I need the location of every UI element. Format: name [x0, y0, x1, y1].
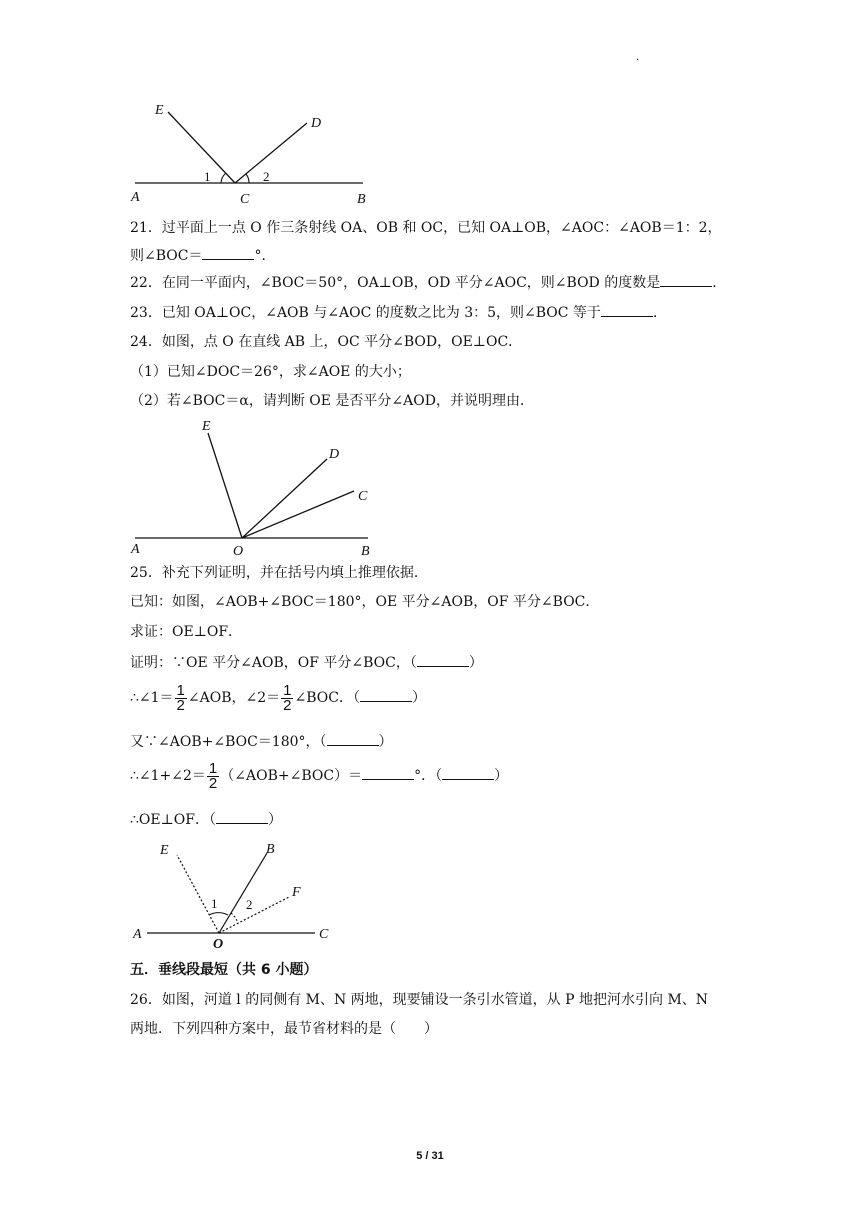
q25-conclusion-text: ∴OE⊥OF．（ [130, 812, 216, 828]
q25-step1-close: ） [468, 655, 483, 671]
q26-line2: 两地．下列四种方案中，最节省材料的是（ ） [130, 1021, 438, 1037]
fraction-numerator: 1 [176, 681, 185, 699]
ray-od [242, 459, 327, 538]
q25-degree-blank[interactable] [362, 765, 414, 780]
q25-reason4-blank[interactable] [442, 765, 494, 780]
q25-step2-c: ∠BOC．（ [294, 690, 360, 706]
label-c: C [358, 489, 368, 504]
page-number: 5 / 31 [416, 1150, 444, 1162]
q25-step3-text: 又∵∠AOB+∠BOC＝180°，（ [130, 734, 327, 750]
q25-reason5-blank[interactable] [216, 809, 268, 824]
label-a: A [131, 190, 140, 205]
ray-oe [177, 855, 219, 933]
header-mark: . [636, 52, 640, 63]
q25-step2-close: ） [411, 690, 426, 706]
label-b: B [266, 842, 275, 857]
fraction-denominator: 2 [283, 696, 292, 714]
ray-ce [168, 112, 235, 183]
ray-oc [242, 491, 354, 538]
label-b: B [361, 544, 370, 559]
q25-step4-close: ） [494, 768, 509, 784]
q25-step4-c: °．（ [414, 768, 443, 784]
label-a: A [133, 927, 142, 942]
q25-step4-b: （∠AOB+∠BOC）＝ [220, 768, 363, 784]
q25-conclusion [130, 809, 282, 830]
figure-angles-c [125, 95, 385, 210]
q23-line [130, 302, 667, 323]
figure-q24 [125, 415, 385, 560]
angle-2-arc [246, 174, 249, 183]
q25-step3-close: ） [378, 734, 393, 750]
label-b: B [357, 192, 366, 207]
q21-line2 [130, 245, 275, 266]
angle-1-arc [209, 913, 228, 915]
q21-answer-blank[interactable] [202, 245, 254, 260]
q25-step2-a: ∴∠1＝ [130, 690, 174, 706]
fraction-numerator: 1 [283, 681, 292, 699]
label-e: E [155, 103, 164, 118]
fraction-half [207, 759, 219, 792]
q25-proof-step2 [130, 680, 426, 716]
q22-text: 22．在同一平面内，∠BOC＝50°，OA⊥OB，OD 平分∠AOC，则∠BOD 的度数是 [130, 275, 661, 291]
q25-proof-step1 [130, 652, 483, 673]
q23-end: ． [652, 305, 667, 321]
q21-line1: 21．过平面上一点 O 作三条射线 OA、OB 和 OC，已知 OA⊥OB，∠AOC：∠AOB＝1：2， [130, 220, 722, 236]
label-angle-1: 1 [204, 169, 211, 184]
q25-step4-a: ∴∠1+∠2＝ [130, 768, 206, 784]
label-c: C [240, 192, 250, 207]
fraction-half [281, 681, 293, 714]
label-angle-1: 1 [211, 896, 218, 911]
ray-ob [219, 853, 267, 933]
angle-1-arc [221, 173, 226, 183]
q25-proof-step4 [130, 758, 508, 794]
label-angle-2: 2 [246, 897, 253, 912]
label-o: O [213, 937, 224, 952]
ray-oe [208, 433, 242, 538]
label-d: D [311, 116, 322, 131]
label-o: O [233, 544, 244, 559]
label-angle-2: 2 [263, 169, 270, 184]
label-a: A [131, 542, 140, 557]
q21-suffix: °． [254, 248, 276, 264]
q22-line [130, 272, 726, 293]
q25-prove: 求证：OE⊥OF． [130, 624, 243, 640]
q21-prefix: 则∠BOC＝ [130, 248, 203, 264]
section-heading: 五．垂线段最短（共 6 小题） [130, 962, 318, 978]
label-f: F [292, 885, 301, 900]
angle-2-arc [231, 913, 238, 923]
q24-line1: 24．如图，点 O 在直线 AB 上，OC 平分∠BOD，OE⊥OC． [130, 334, 523, 350]
ray-cd [235, 123, 307, 183]
q25-reason2-blank[interactable] [360, 687, 412, 702]
q25-conclusion-close: ） [267, 812, 282, 828]
fraction-numerator: 1 [208, 759, 218, 777]
label-e: E [160, 843, 169, 858]
q22-end: ． [712, 275, 727, 291]
label-e: E [202, 419, 211, 434]
label-d: D [329, 447, 340, 462]
fraction-half [175, 681, 187, 714]
q23-answer-blank[interactable] [601, 302, 653, 317]
q24-part1: （1）已知∠DOC＝26°，求∠AOE 的大小； [130, 364, 411, 380]
q22-answer-blank[interactable] [660, 272, 712, 287]
q25-reason3-blank[interactable] [327, 731, 379, 746]
label-c: C [319, 927, 329, 942]
q25-step2-b: ∠AOB，∠2＝ [187, 690, 281, 706]
q25-proof-step3 [130, 731, 393, 752]
q23-text: 23．已知 OA⊥OC，∠AOB 与∠AOC 的度数之比为 3：5，则∠BOC 等于 [130, 305, 601, 321]
figure-q25 [125, 835, 345, 955]
fraction-denominator: 2 [176, 696, 185, 714]
q25-line1: 25．补充下列证明，并在括号内填上推理依据． [130, 565, 428, 581]
q26-line1: 26．如图，河道 l 的同侧有 M、N 两地，现要铺设一条引水管道，从 P 地把河水引向 M、N [130, 992, 709, 1008]
fraction-denominator: 2 [208, 774, 218, 792]
q25-step1-text: 证明：∵OE 平分∠AOB，OF 平分∠BOC，（ [130, 655, 417, 671]
q24-part2: （2）若∠BOC＝α，请判断 OE 是否平分∠AOD，并说明理由． [130, 393, 534, 409]
q25-given: 已知：如图，∠AOB+∠BOC＝180°，OE 平分∠AOB，OF 平分∠BOC． [130, 594, 600, 610]
q25-reason1-blank[interactable] [417, 652, 469, 667]
